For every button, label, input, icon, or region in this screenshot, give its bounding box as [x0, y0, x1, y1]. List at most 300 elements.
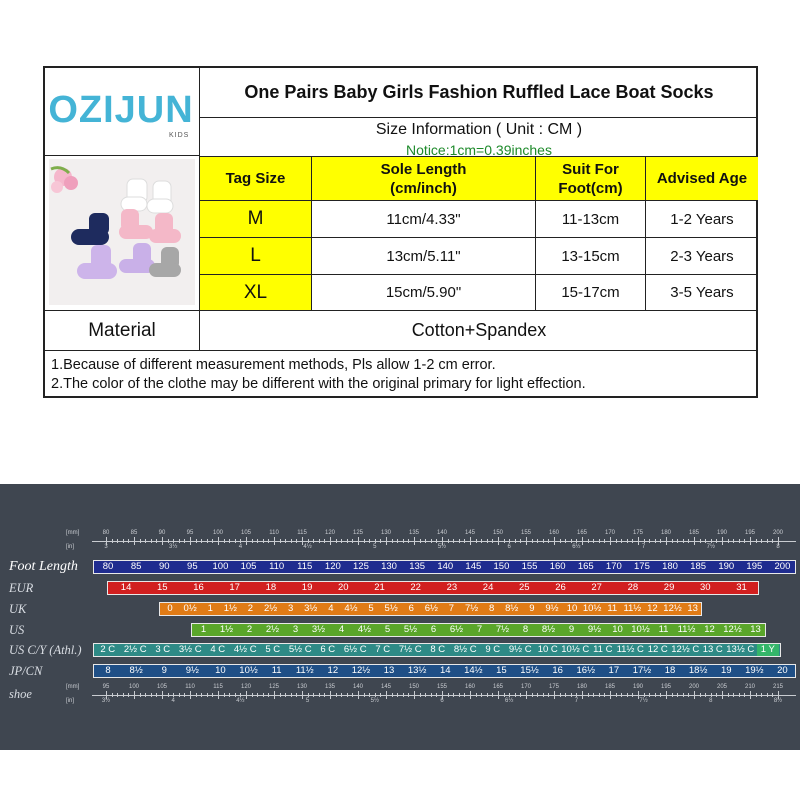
band-1 — [107, 581, 759, 595]
band-4 — [93, 643, 781, 657]
band-cell: 11½ C — [616, 644, 644, 655]
band-cell: 200 — [774, 561, 791, 572]
ruler-tick — [369, 693, 370, 697]
band-cell: 9 C — [485, 644, 501, 655]
band-cell: 17½ — [632, 665, 652, 676]
band-cell: 15 — [496, 665, 507, 676]
band-cell: 7½ — [495, 624, 510, 635]
band-cell: 12½ — [723, 624, 742, 635]
band-cell: 8 — [522, 624, 529, 635]
ruler-tick — [134, 691, 135, 699]
band-cell: 29 — [663, 582, 675, 593]
ruler-tick — [190, 537, 191, 545]
ruler-tick — [330, 537, 331, 545]
band-cell: 10½ — [631, 624, 650, 635]
ruler-tick — [627, 693, 628, 697]
ruler-mm-label: 90 — [158, 530, 166, 536]
ruler-tick — [229, 693, 230, 697]
ruler-tick — [604, 693, 605, 697]
band-cell: 5 — [368, 603, 374, 614]
ruler-tick — [364, 693, 365, 697]
band-cell: 20 — [777, 665, 788, 676]
ruler-in-label: 5½ — [437, 544, 447, 550]
ruler-mm-label: 170 — [604, 530, 616, 536]
ruler-mm-label: 210 — [744, 684, 756, 690]
ruler-tick — [336, 539, 337, 543]
band-cell: 9½ C — [508, 644, 532, 655]
product-photo — [49, 159, 195, 305]
ruler-tick — [414, 691, 415, 699]
ruler-tick — [324, 539, 325, 543]
ruler-tick — [123, 693, 124, 697]
band-cell: 6 — [430, 624, 437, 635]
ruler-mm-label: 205 — [716, 684, 728, 690]
band-cell: 12 — [327, 665, 339, 676]
band-cell: 4½ — [357, 624, 372, 635]
band-cell: 5½ — [403, 624, 418, 635]
ruler-tick — [369, 539, 370, 543]
band-cell: 10½ C — [561, 644, 590, 655]
shoe-size-conversion-chart — [0, 484, 800, 750]
ruler-tick — [240, 539, 241, 543]
ruler-tick — [246, 537, 247, 545]
ruler-tick — [134, 537, 135, 545]
ruler-tick — [184, 539, 185, 543]
band-cell: 170 — [605, 561, 622, 572]
ruler-tick — [593, 693, 594, 697]
ruler-in-label: 6 — [507, 544, 511, 550]
ruler-mm-label: 140 — [352, 684, 364, 690]
ruler-unit-mm: [mm] — [66, 530, 80, 536]
suit-foot-l: 13-15cm — [561, 247, 620, 265]
band-cell: 3 — [287, 603, 294, 614]
ruler-tick — [560, 539, 561, 543]
ruler-tick — [772, 693, 773, 697]
band-cell: 23 — [446, 582, 458, 593]
ruler-in-label: 5½ — [370, 698, 379, 704]
ruler-tick — [588, 539, 589, 543]
note-1: 1.Because of different measurement methods, Pls allow 1-2 cm error. — [51, 357, 496, 373]
ruler-tick — [117, 693, 118, 697]
ruler-tick — [263, 693, 264, 697]
band-cell: 180 — [662, 561, 678, 572]
header-suit-foot: Suit For Foot(cm) — [536, 157, 645, 200]
ruler-tick — [235, 693, 236, 697]
band-cell: 6½ C — [343, 644, 367, 655]
band-cell: 13 — [750, 624, 761, 635]
ruler-tick — [117, 539, 118, 543]
ruler-tick — [112, 539, 113, 543]
band-cell: 28 — [627, 582, 639, 593]
band-cell: 1 — [200, 624, 207, 635]
ruler-mm-label: 165 — [492, 684, 504, 690]
ruler-tick — [554, 537, 555, 545]
band-cell: 6½ — [449, 624, 464, 635]
ruler-tick — [145, 539, 146, 543]
ruler-in-label: 7 — [574, 698, 579, 704]
ruler-in-label: 7½ — [639, 698, 648, 704]
suit-foot-xl: 15-17cm — [561, 284, 620, 301]
band-cell: 26 — [555, 582, 566, 593]
band-cell: 31 — [736, 582, 747, 593]
ruler-tick — [296, 693, 297, 697]
ruler-tick — [733, 539, 734, 543]
ruler-tick — [588, 693, 589, 697]
ruler-mm-label: 200 — [688, 684, 700, 690]
row-label-foot-length: Foot Length — [9, 559, 78, 574]
ruler-tick — [291, 539, 292, 543]
band-0 — [93, 560, 796, 574]
band-cell: 7 — [448, 603, 455, 614]
ruler-in-label: 7½ — [706, 544, 715, 550]
band-cell: 9 — [529, 603, 535, 614]
band-cell: 8½ — [129, 665, 143, 676]
ruler-tick — [156, 539, 157, 543]
ruler-tick — [162, 537, 163, 545]
ruler-tick — [520, 693, 521, 697]
band-cell: 11 — [658, 624, 669, 635]
ruler-tick — [644, 693, 645, 697]
ruler-mm-label: 215 — [772, 684, 784, 690]
ruler-tick — [677, 693, 678, 697]
note-2: 2.The color of the clothe may be different with the original primary for light effection. — [51, 376, 586, 392]
band-cell: 155 — [521, 561, 538, 572]
ruler-in-label: 6½ — [505, 698, 514, 704]
ruler-tick — [464, 539, 465, 543]
ruler-tick — [504, 539, 505, 543]
band-cell: 4 — [328, 603, 334, 614]
ruler-tick — [246, 691, 247, 699]
ruler-mm-label: 125 — [268, 684, 280, 690]
ruler-mm-label: 145 — [464, 530, 476, 536]
ruler-tick — [532, 693, 533, 697]
ruler-tick — [184, 693, 185, 697]
band-cell: 0 — [167, 603, 173, 614]
band-cell: 11½ — [295, 665, 314, 676]
ruler-tick — [593, 539, 594, 543]
ruler-tick — [543, 693, 544, 697]
ruler-tick — [280, 693, 281, 697]
ruler-tick — [739, 693, 740, 697]
band-cell: 4½ C — [233, 644, 257, 655]
ruler-tick — [722, 537, 723, 545]
band-cell: 85 — [130, 561, 142, 572]
band-cell: 11½ — [677, 624, 696, 635]
ruler-tick — [207, 693, 208, 697]
ruler-unit-mm: [mm] — [66, 684, 80, 690]
ruler-tick — [487, 693, 488, 697]
ruler-tick — [632, 693, 633, 697]
ruler-tick — [599, 539, 600, 543]
ruler-tick — [453, 693, 454, 697]
ruler-tick — [767, 539, 768, 543]
band-cell: 7 — [476, 624, 483, 635]
ruler-tick — [621, 693, 622, 697]
ruler-tick — [179, 539, 180, 543]
ruler-in-label: 8 — [776, 544, 780, 550]
ruler-tick — [481, 539, 482, 543]
ruler-mm-label: 185 — [604, 684, 616, 690]
ruler-in-label: 5 — [305, 698, 310, 704]
tag-size-m: M — [200, 201, 311, 237]
ruler-mm-label: 135 — [324, 684, 336, 690]
band-cell: 12 C — [647, 644, 668, 655]
ruler-tick — [683, 693, 684, 697]
ruler-tick — [649, 539, 650, 543]
ruler-tick — [515, 539, 516, 543]
ruler-tick — [644, 539, 645, 543]
band-cell: 19 — [301, 582, 313, 593]
ruler-tick — [700, 693, 701, 697]
band-cell: 2 — [247, 603, 254, 614]
ruler-tick — [380, 693, 381, 697]
sole-length-m: 11cm/4.33" — [386, 210, 461, 228]
ruler-tick — [336, 693, 337, 697]
band-5 — [93, 664, 796, 678]
band-cell: 7½ C — [398, 644, 422, 655]
notice-clip — [200, 142, 758, 156]
ruler-mm-label: 125 — [352, 530, 364, 536]
ruler-tick — [705, 539, 706, 543]
ruler-tick — [151, 539, 152, 543]
ruler-tick — [212, 539, 213, 543]
band-cell: 9 — [161, 665, 167, 676]
band-cell: 130 — [381, 561, 397, 572]
ruler-tick — [364, 539, 365, 543]
ruler-tick — [728, 539, 729, 543]
band-cell: 16 — [193, 582, 204, 593]
ruler-tick — [649, 693, 650, 697]
ruler-in-label: 4 — [171, 698, 175, 704]
socks-illustration — [49, 159, 195, 305]
ruler-tick — [352, 693, 353, 697]
row-label-uk: UK — [9, 602, 27, 616]
band-cell: 30 — [700, 582, 711, 593]
ruler-tick — [291, 693, 292, 697]
ruler-mm-label: 200 — [772, 530, 784, 536]
band-cell: 8 C — [430, 644, 446, 655]
ruler-tick — [448, 539, 449, 543]
band-cell: 80 — [102, 561, 114, 572]
ruler-tick — [347, 693, 348, 697]
band-cell: 9½ — [587, 624, 602, 635]
ruler-mm-label: 155 — [520, 530, 532, 536]
band-cell: 7 C — [375, 644, 391, 655]
band-cell: 100 — [212, 561, 229, 572]
ruler-tick — [711, 693, 712, 697]
band-cell: 27 — [591, 582, 602, 593]
ruler-tick — [408, 693, 409, 697]
ruler-axis — [92, 695, 796, 696]
ruler-tick — [481, 693, 482, 697]
band-cell: 1½ — [219, 624, 234, 635]
ruler-tick — [319, 693, 320, 697]
ruler-tick — [313, 539, 314, 543]
ruler-tick — [604, 539, 605, 543]
band-cell: 10½ — [582, 603, 602, 614]
band-cell: 4½ — [344, 603, 358, 614]
ruler-tick — [308, 693, 309, 697]
suit-foot-m: 11-13cm — [561, 210, 620, 228]
ruler-tick — [694, 691, 695, 699]
ruler-tick — [274, 691, 275, 699]
ruler-mm-label: 140 — [436, 530, 448, 536]
ruler-tick — [431, 693, 432, 697]
ruler-tick — [252, 693, 253, 697]
ruler-tick — [705, 693, 706, 697]
band-cell: 6½ — [424, 603, 438, 614]
ruler-tick — [285, 539, 286, 543]
ruler-in-label: 6½ — [572, 544, 581, 550]
band-cell: 13½ — [407, 665, 427, 676]
ruler-tick — [403, 693, 404, 697]
ruler-tick — [621, 539, 622, 543]
ruler-mm-label: 190 — [632, 684, 644, 690]
band-cell: 2½ C — [123, 644, 147, 655]
band-cell: 3½ — [304, 603, 318, 614]
band-cell: 21 — [374, 582, 385, 593]
ruler-tick — [504, 693, 505, 697]
band-cell: 15 — [157, 582, 168, 593]
ruler-unit-in: [in] — [66, 698, 75, 704]
ruler-tick — [235, 539, 236, 543]
band-2 — [159, 602, 702, 616]
ruler-tick — [386, 537, 387, 545]
ruler-tick — [268, 539, 269, 543]
ruler-tick — [470, 691, 471, 699]
band-cell: 12 — [647, 603, 658, 614]
ruler-tick — [728, 693, 729, 697]
band-cell: 13 C — [702, 644, 723, 655]
ruler-tick — [229, 539, 230, 543]
band-cell: 9½ — [545, 603, 559, 614]
row-label-shoe: shoe — [9, 687, 32, 701]
ruler-tick — [744, 693, 745, 697]
band-cell: 20 — [338, 582, 349, 593]
ruler-tick — [571, 693, 572, 697]
ruler-tick — [554, 691, 555, 699]
ruler-tick — [324, 693, 325, 697]
ruler-tick — [140, 539, 141, 543]
ruler-tick — [420, 539, 421, 543]
brand-logo: OZIJUN — [48, 89, 194, 131]
ruler-tick — [386, 691, 387, 699]
ruler-tick — [285, 693, 286, 697]
ruler-tick — [341, 539, 342, 543]
ruler-tick — [280, 539, 281, 543]
band-cell: 5 C — [265, 644, 281, 655]
band-cell: 14 — [120, 582, 132, 593]
ruler-tick — [627, 539, 628, 543]
band-cell: 145 — [465, 561, 482, 572]
band-cell: 8 — [105, 665, 111, 676]
ruler-tick — [459, 539, 460, 543]
header-advised-age: Advised Age — [646, 157, 758, 200]
ruler-tick — [240, 693, 241, 697]
row-label-us: US — [9, 623, 25, 637]
ruler-tick — [358, 691, 359, 699]
band-cell: 13½ C — [726, 644, 755, 655]
ruler-tick — [162, 691, 163, 699]
ruler-mm-label: 80 — [102, 530, 110, 536]
ruler-tick — [526, 691, 527, 699]
ruler-tick — [218, 537, 219, 545]
row-label-jp-cn: JP/CN — [9, 664, 43, 678]
ruler-tick — [476, 539, 477, 543]
ruler-tick — [347, 539, 348, 543]
band-3 — [191, 623, 766, 637]
ruler-tick — [638, 537, 639, 545]
ruler-mm-label: 105 — [240, 530, 252, 536]
ruler-tick — [660, 693, 661, 697]
ruler-tick — [582, 537, 583, 545]
band-cell: 18 — [664, 665, 676, 676]
ruler-mm-label: 100 — [128, 684, 140, 690]
ruler-tick — [341, 693, 342, 697]
ruler-mm-label: 185 — [688, 530, 700, 536]
band-cell: 115 — [297, 561, 313, 572]
ruler-tick — [397, 539, 398, 543]
band-cell: 8½ C — [453, 644, 477, 655]
band-cell: 4 C — [210, 644, 226, 655]
band-cell: 16½ — [576, 665, 595, 676]
row-label-us-cy: US C/Y (Athl.) — [9, 643, 82, 657]
ruler-tick — [688, 539, 689, 543]
ruler-in-label: 5 — [373, 544, 377, 550]
band-cell: 11 — [607, 603, 618, 614]
band-cell: 190 — [718, 561, 735, 572]
band-cell: 1½ — [223, 603, 237, 614]
ruler-tick — [464, 693, 465, 697]
band-cell: 12½ — [351, 665, 371, 676]
ruler-tick — [151, 693, 152, 697]
ruler-mm-label: 110 — [269, 530, 279, 536]
ruler-tick — [448, 693, 449, 697]
band-cell: 6 — [408, 603, 414, 614]
ruler-tick — [302, 691, 303, 699]
ruler-tick — [599, 693, 600, 697]
ruler-tick — [212, 693, 213, 697]
band-cell: 110 — [269, 561, 285, 572]
band-cell: 3½ — [311, 624, 326, 635]
notice-text: Notice:1cm=0.39inches — [406, 142, 552, 156]
band-cell: 14½ — [464, 665, 483, 676]
ruler-mm-label: 95 — [102, 684, 110, 690]
band-cell: 165 — [577, 561, 594, 572]
band-cell: 19 — [720, 665, 732, 676]
ruler-tick — [274, 537, 275, 545]
band-cell: 105 — [240, 561, 257, 572]
ruler-mm-label: 95 — [186, 530, 194, 536]
product-title: One Pairs Baby Girls Fashion Ruffled Lace Boat Socks — [244, 82, 714, 102]
ruler-in-label: 6 — [440, 698, 444, 704]
band-cell: 3 C — [155, 644, 171, 655]
ruler-tick — [616, 693, 617, 697]
ruler-tick — [268, 693, 269, 697]
band-cell: 9½ — [185, 665, 199, 676]
band-cell: 135 — [409, 561, 426, 572]
ruler-mm-label: 175 — [632, 530, 644, 536]
ruler-unit-in: [in] — [66, 544, 75, 550]
ruler-mm-label: 165 — [576, 530, 588, 536]
ruler-tick — [616, 539, 617, 543]
ruler-mm-label: 135 — [408, 530, 420, 536]
ruler-in-label: 8 — [709, 698, 713, 704]
bottom-ruler — [66, 682, 796, 708]
ruler-tick — [565, 539, 566, 543]
ruler-in-label: 3 — [104, 544, 108, 550]
band-cell: 7½ — [464, 603, 479, 614]
